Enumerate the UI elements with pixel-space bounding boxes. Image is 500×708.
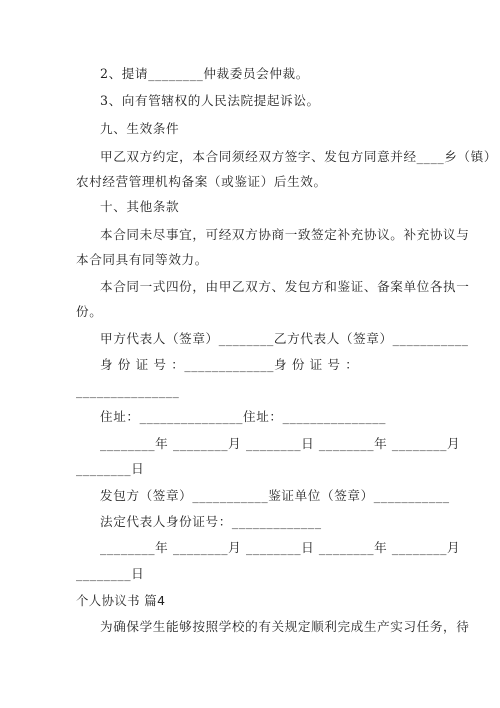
text-line: 为确保学生能够按照学校的有关规定顺利完成生产实习任务，待 (100, 619, 470, 634)
section-heading: 九、生效条件 (100, 121, 180, 136)
date-line: ________日 (76, 566, 145, 581)
id-number-line: 身 份 证 号 ：_____________身 份 证 号 ： (100, 357, 359, 372)
signature-line: 甲方代表人（签章）________乙方代表人（签章）___________ (100, 331, 469, 346)
date-line: ________年 ________月 ________日 ________年 ________月 (100, 540, 461, 555)
text-line: 农村经营管理机构备案（或鉴证）后生效。 (76, 174, 327, 189)
section-heading: 十、其他条款 (100, 199, 180, 214)
address-line: 住址：_______________住址：_______________ (100, 409, 387, 424)
agreement-title: 个人协议书 篇4 (76, 593, 166, 608)
text-line: 本合同未尽事宜，可经双方协商一致签定补充协议。补充协议与 (100, 227, 470, 242)
date-line: ________年 ________月 ________日 ________年 ________月 (100, 436, 461, 451)
text-line: _______________ (76, 383, 180, 398)
id-number-line: 法定代表人身份证号：_____________ (100, 514, 322, 529)
date-line: ________日 (76, 461, 145, 476)
text-line: 本合同一式四份，由甲乙双方、发包方和鉴证、备案单位各执一 (100, 279, 470, 294)
text-line: 份。 (76, 304, 103, 319)
text-line: 本合同具有同等效力。 (76, 252, 208, 267)
text-line: 3、向有管辖权的人民法院提起诉讼。 (100, 93, 320, 108)
signature-line: 发包方（签章）___________鉴证单位（签章）___________ (100, 488, 450, 503)
text-line: 甲乙双方约定，本合同须经双方签字、发包方同意并经____乡（镇） (100, 149, 498, 164)
text-line: 2、提请________仲裁委员会仲裁。 (100, 66, 309, 81)
